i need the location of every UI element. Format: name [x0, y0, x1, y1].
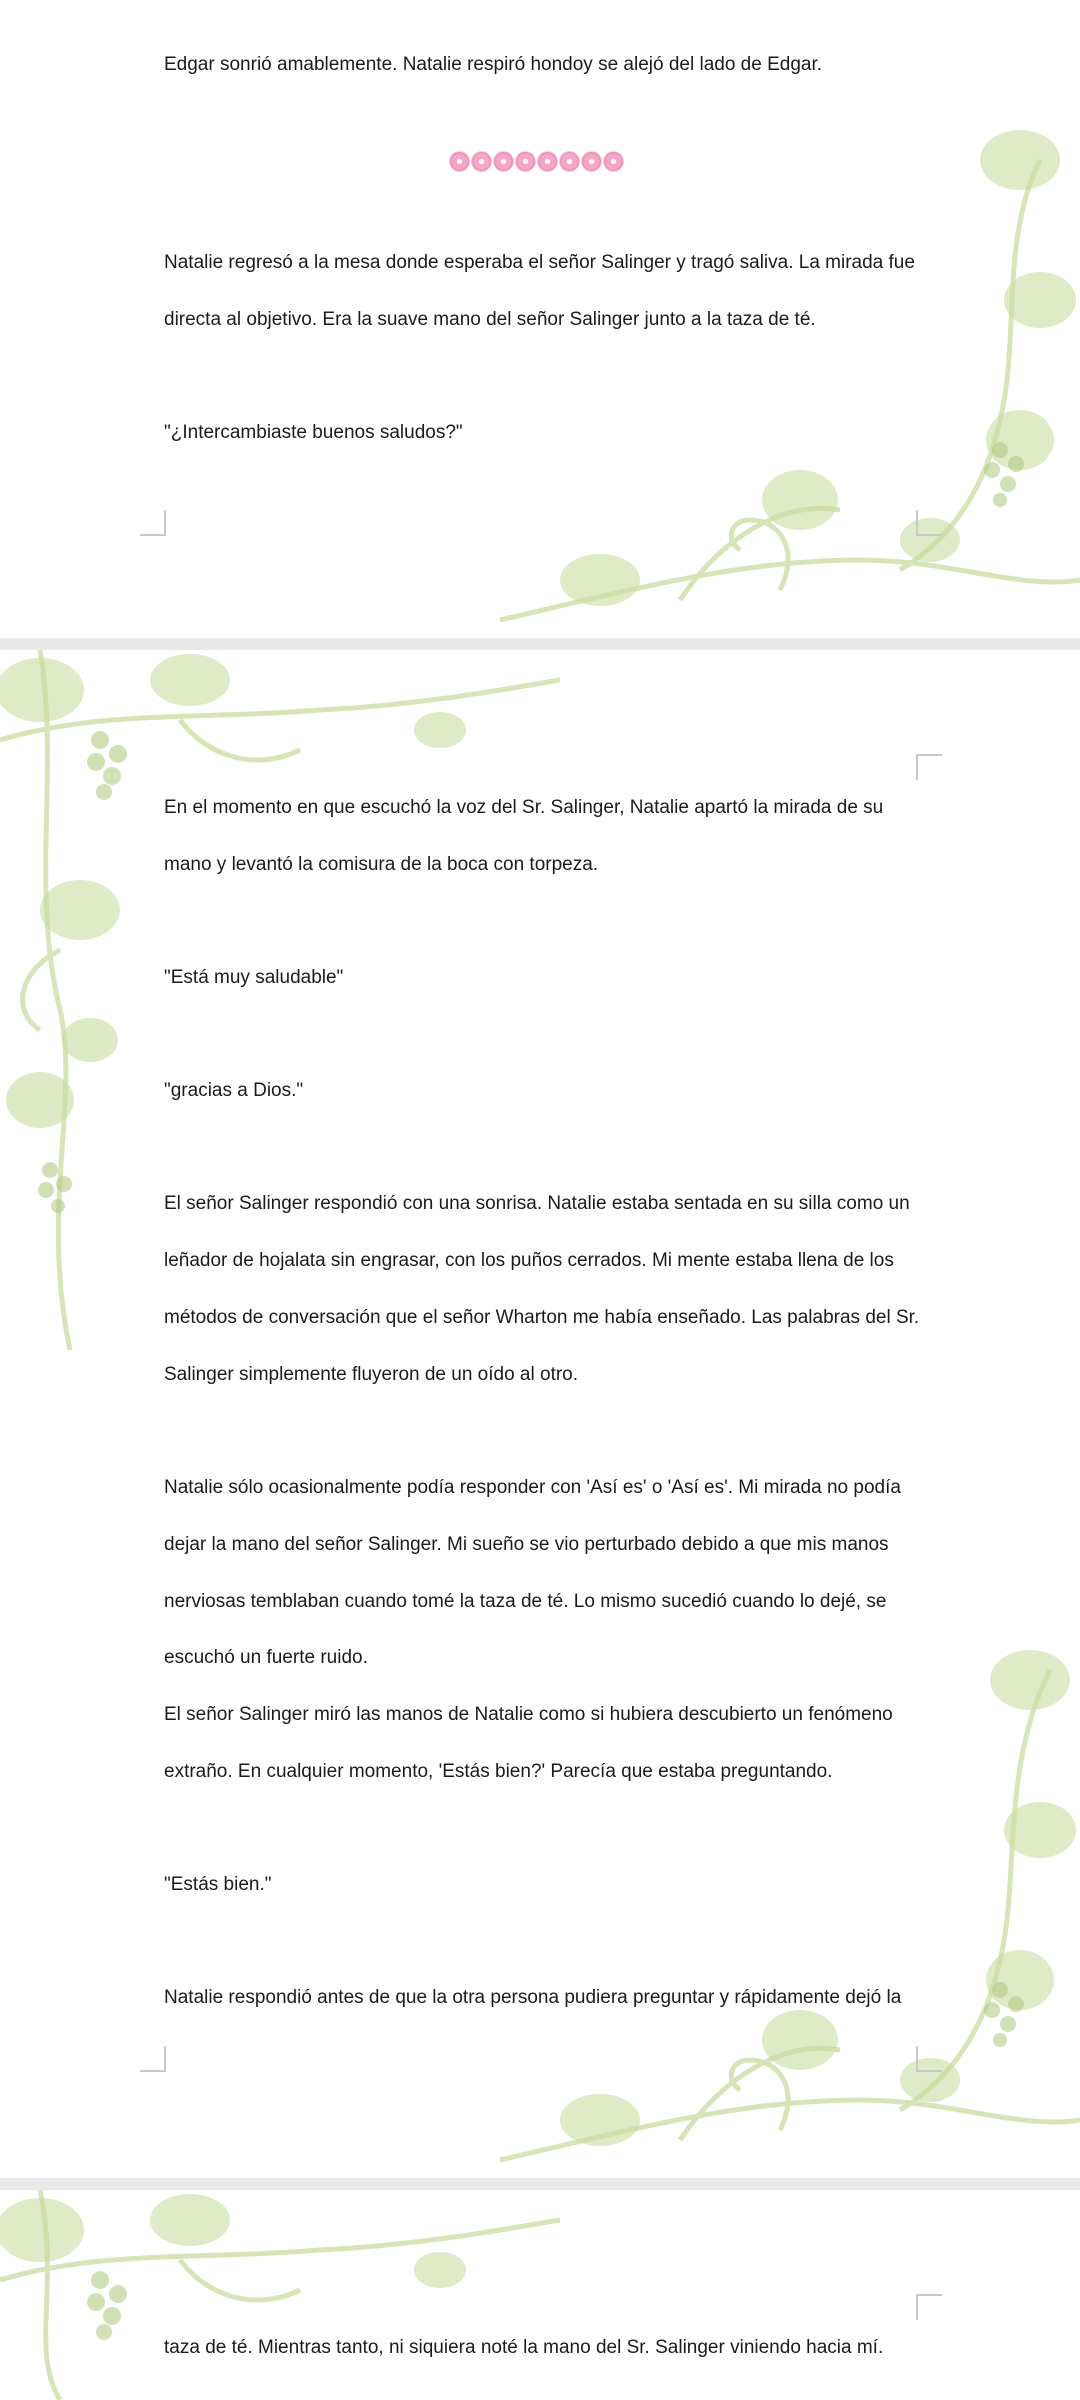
grape-vine-decoration [0, 650, 560, 1350]
document-page-2 [0, 650, 1080, 2178]
page-corner-mark [916, 754, 942, 780]
page-corner-mark [140, 510, 166, 536]
text-line: Natalie regresó a la mesa donde esperaba el señor Salinger y tragó saliva. La mirada fue [164, 252, 915, 273]
text-line: directa al objetivo. Era la suave mano del señor Salinger junto a la taza de té. [164, 309, 816, 330]
pink-flower-icon [560, 152, 579, 171]
grape-vine-decoration [0, 2190, 560, 2400]
flower-divider [450, 152, 623, 171]
text-line: leñador de hojalata sin engrasar, con los puños cerrados. Mi mente estaba llena de los [164, 1250, 894, 1271]
text-line: En el momento en que escuchó la voz del Sr. Salinger, Natalie apartó la mirada de su [164, 797, 884, 818]
text-line: "Estás bien." [164, 1874, 272, 1895]
pink-flower-icon [582, 152, 601, 171]
text-line: El señor Salinger respondió con una sonrisa. Natalie estaba sentada en su silla como un [164, 1193, 910, 1214]
text-line: Natalie respondió antes de que la otra persona pudiera preguntar y rápidamente dejó la [164, 1987, 902, 2008]
text-line: "Está muy saludable" [164, 967, 344, 988]
page-corner-mark [916, 2046, 942, 2072]
text-line: taza de té. Mientras tanto, ni siquiera noté la mano del Sr. Salinger viniendo hacia mí. [164, 2337, 884, 2358]
text-line: escuchó un fuerte ruido. [164, 1647, 368, 1668]
pink-flower-icon [494, 152, 513, 171]
page-corner-mark [916, 2294, 942, 2320]
pink-flower-icon [450, 152, 469, 171]
text-line: Edgar sonrió amablemente. Natalie respiró hondoy se alejó del lado de Edgar. [164, 54, 823, 75]
pink-flower-icon [472, 152, 491, 171]
text-line: métodos de conversación que el señor Wharton me había enseñado. Las palabras del Sr. [164, 1307, 920, 1328]
text-line: Salinger simplemente fluyeron de un oído al otro. [164, 1364, 579, 1385]
page-corner-mark [140, 2046, 166, 2072]
text-line: mano y levantó la comisura de la boca con torpeza. [164, 854, 599, 875]
grape-vine-decoration [480, 120, 1080, 638]
text-line: Natalie sólo ocasionalmente podía responder con 'Así es' o 'Así es'. Mi mirada no podía [164, 1477, 901, 1498]
text-line: dejar la mano del señor Salinger. Mi sueño se vio perturbado debido a que mis manos [164, 1534, 889, 1555]
text-line: extraño. En cualquier momento, 'Estás bien?' Parecía que estaba preguntando. [164, 1761, 833, 1782]
document-page-1 [0, 0, 1080, 638]
text-line: "gracias a Dios." [164, 1080, 304, 1101]
text-line: "¿Intercambiaste buenos saludos?" [164, 422, 463, 443]
document-page-3 [0, 2190, 1080, 2400]
grape-vine-decoration [480, 1650, 1080, 2178]
pink-flower-icon [538, 152, 557, 171]
pink-flower-icon [516, 152, 535, 171]
text-line: El señor Salinger miró las manos de Natalie como si hubiera descubierto un fenómeno [164, 1704, 893, 1725]
text-line: nerviosas temblaban cuando tomé la taza de té. Lo mismo sucedió cuando lo dejé, se [164, 1591, 887, 1612]
pink-flower-icon [604, 152, 623, 171]
page-corner-mark [916, 510, 942, 536]
